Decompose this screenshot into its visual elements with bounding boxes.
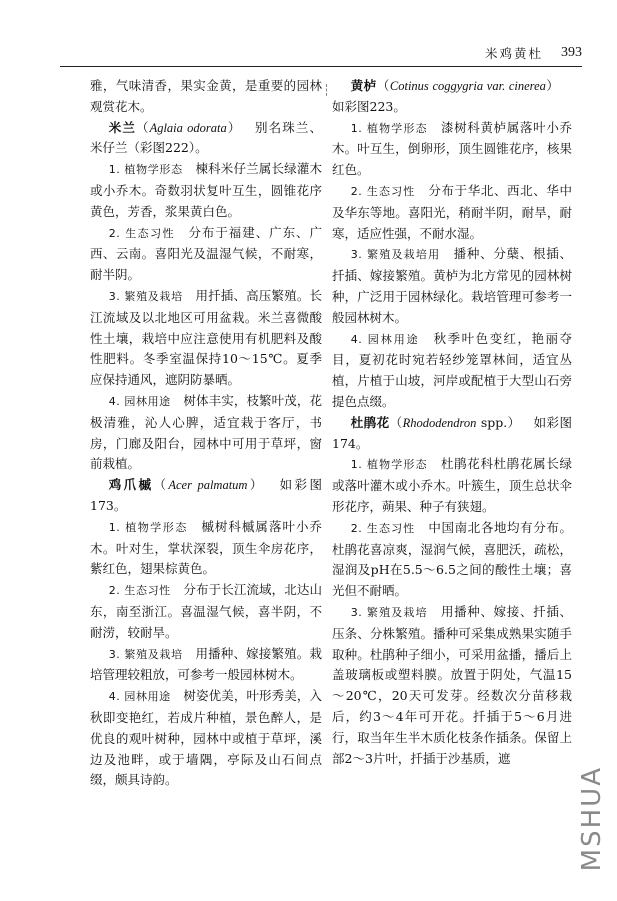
section-paragraph: [332, 181, 572, 244]
section-paragraph: [90, 644, 322, 687]
section-paragraph: [90, 686, 322, 791]
page-header: [60, 40, 582, 67]
entry-title-jizhuazhang: [90, 475, 322, 517]
entry-title-huanglu: [332, 76, 572, 118]
section-text: 漆树科黄栌属落叶小乔木。叶互生，倒卵形，顶生圆锥花序，核果红色。: [332, 119, 572, 178]
section-label: 3. 繁殖及栽培: [108, 647, 183, 661]
entry-tail: 如彩图223。: [332, 98, 406, 114]
column-divider: [326, 84, 327, 96]
paren-open: （: [376, 78, 390, 93]
section-paragraph: [90, 391, 322, 475]
section-label: 4. 园林用途: [108, 394, 171, 408]
section-paragraph: [332, 118, 572, 181]
section-label: 2. 生态习性: [108, 226, 175, 240]
section-text: 分布于福建、广东、广西、云南。喜阳光及温湿气候，不耐寒，耐半阴。: [90, 224, 322, 283]
section-text: 分布于华北、西北、华中及华东等地。喜阳光，稍耐半阴，耐旱，耐寒，适应性强，不耐水湿。: [332, 182, 572, 241]
paren-close: ）: [545, 78, 560, 93]
paren-open: （: [389, 414, 403, 430]
section-text: 播种、分蘖、根插、扦插、嫁接繁殖。黄栌为北方常见的园林树种，广泛用于园林绿化。栽培管理可参考一般园林树木。: [332, 246, 572, 325]
section-text: 用播种、嫁接、扦插、压条、分株繁殖。播种可采集成熟果实随手取种。杜鹃种子细小，可采用盆播，播后上盖玻璃板或塑料膜。放置于阴处，气温15～20℃，20天可发芽。经数次分苗移栽后，约3～4年可开花。扦插于5～6月进行，取当年生半木质化枝条作插条。保留上部2～3片叶，扦插于沙基质，遮: [332, 603, 572, 766]
section-label: 1. 植物学形态: [350, 458, 428, 472]
paren-close: ）: [247, 477, 265, 493]
section-label: 3. 繁殖及栽培: [108, 289, 183, 303]
section-label: 4. 园林用途: [350, 332, 420, 346]
paren-open: （: [153, 477, 169, 493]
section-paragraph: [332, 329, 572, 413]
paren-close: ）: [226, 119, 242, 135]
section-text: 杜鹃花科杜鹃花属长绿或落叶灌木或小乔木。叶簇生，顶生总状伞形花序，蒴果、种子有狭翅。: [332, 456, 572, 514]
paren-close: spp.）: [476, 414, 521, 430]
section-paragraph: [332, 454, 572, 517]
right-column: [332, 76, 572, 891]
latin-name: Aglaia odorata: [149, 120, 227, 135]
left-column: [90, 76, 322, 891]
section-label: 2. 生态习性: [108, 584, 171, 598]
section-paragraph: [332, 602, 572, 769]
plant-name: 鸡爪槭: [108, 477, 154, 493]
section-text: 楝科米仔兰属长绿灌木或小乔木。奇数羽状复叶互生，圆锥花序黄色，芳香，浆果黄白色。: [90, 161, 322, 219]
section-text: 分布于长江流域，北达山东，南至浙江。喜温湿气候，喜半阴，不耐涝，较耐旱。: [90, 582, 322, 640]
plant-name: 黄栌: [350, 78, 377, 93]
section-paragraph: [90, 159, 322, 222]
section-paragraph: [90, 286, 322, 391]
paren-open: （: [135, 119, 150, 135]
latin-name: Cotinus coggygria var. cinerea: [389, 79, 546, 93]
continued-paragraph: 雅，气味清香，果实金黄，是重要的园林观赏花木。: [90, 78, 322, 114]
entry-title-dujuan: [332, 413, 572, 455]
section-text: 秋季叶色变红，艳丽夺目，夏初花时宛若轻纱笼罩林间，适宜丛植，片植于山坡，河岸或配植于大型山石旁提色点缀。: [332, 330, 572, 409]
section-label: 3. 繁殖及栽培: [350, 605, 428, 619]
section-paragraph: [90, 223, 322, 286]
plant-name: 杜鹃花: [350, 414, 390, 430]
latin-name: Rhododendron: [402, 415, 477, 430]
section-text: 用播种、嫁接繁殖。栽培管理较粗放，可参考一般园林树木。: [90, 645, 322, 683]
section-paragraph: [90, 580, 322, 643]
section-text: 中国南北各地均有分布。杜鹃花喜凉爽，湿润气候，喜肥沃，疏松，湿润及pH在5.5～6.5之间的酸性土壤；喜光但不耐晒。: [332, 519, 572, 599]
section-label: 4. 园林用途: [108, 690, 171, 704]
section-label: 2. 生态习性: [350, 521, 416, 535]
section-label: 1. 植物学形态: [350, 121, 428, 135]
section-label: 1. 植物学形态: [108, 163, 183, 177]
entry-title-milan: [90, 118, 322, 160]
plant-name: 米兰: [108, 119, 136, 135]
watermark: MSHUA: [577, 765, 607, 871]
section-text: 槭树科槭属落叶小乔木。叶对生，掌状深裂，顶生伞房花序，紫红色，翅果棕黄色。: [90, 518, 322, 577]
section-paragraph: [332, 518, 572, 602]
section-paragraph: [90, 517, 322, 580]
section-paragraph: [332, 244, 572, 328]
page-number: 393: [561, 45, 582, 60]
section-text: 树姿优美，叶形秀美，入秋即变艳红，若成片种植，景色醉人，是优良的观叶树种，园林中或植于草坪，溪边及池畔，或于墙隅，亭际及山石间点缀，颇具诗韵。: [90, 688, 322, 788]
section-label: 3. 繁殖及栽培用: [350, 248, 441, 262]
entry-tail: 如彩图174。: [332, 414, 572, 451]
section-text: 用扦插、高压繁殖。长江流域及以北地区可用盆栽。米兰喜微酸性土壤，栽培中应注意使用有机肥料及酸性肥料。冬季室温保持10～15℃。夏季应保持通风，遮阴防暴晒。: [90, 287, 322, 388]
section-text: 树体丰实，枝繁叶茂，花极清雅，沁人心脾，适宜栽于客厅，书房，门廊及阳台，园林中可用于草坪，窗前栽植。: [90, 392, 322, 472]
latin-name: Acer palmatum: [168, 478, 248, 493]
section-label: 2. 生态习性: [350, 184, 416, 198]
running-title: 米鸡黄杜: [484, 46, 543, 61]
section-label: 1. 植物学形态: [108, 520, 188, 534]
entry-tail: 如彩图173。: [90, 477, 322, 513]
entry-tail: 别名珠兰、米仔兰（彩图222）。: [90, 119, 322, 156]
